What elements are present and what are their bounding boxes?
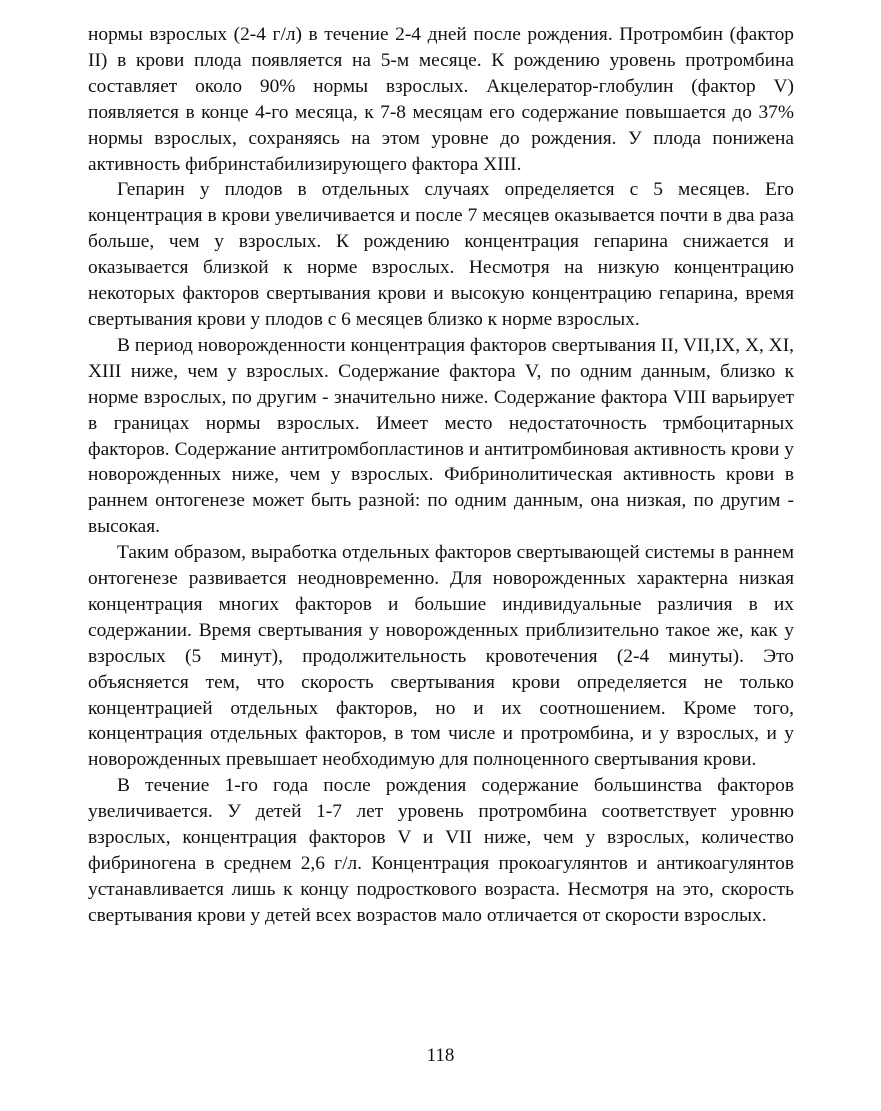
page-body (88, 22, 794, 929)
paragraph-heparin: Гепарин у плодов в отдельных случаях определяется с 5 месяцев. Его концентрация в крови увеличивается и после 7 месяцев оказывается почти в два раза больше, чем у взрослых. К рождению концентрация гепарина снижается и оказывается близкой к норме взрослых. Несмотря на низкую концентрацию некоторых факторов свертывания крови и высокую концентрацию гепарина, время свертывания крови у плодов с 6 месяцев близко к норме взрослых. (88, 179, 794, 330)
paragraph-newborn-period: В период новорожденности концентрация факторов свертывания II, VII,IX, X, XI, XIII ниже, чем у взрослых. Содержание фактора V, по одним данным, близко к норме взрослых, по другим - значительно ниже. Содержание фактора VIII варьирует в границах нормы взрослых. Имеет место недостаточность трмбоцитарных факторов. Содержание антитромбопластинов и антитромбиновая активность крови у новорожденных ниже, чем у взрослых. Фибринолитическая активность крови в раннем онтогенезе может быть разной: по одним данным, она низкая, по другим - высокая. (88, 334, 794, 538)
paragraph-continuation: нормы взрослых (2-4 г/л) в течение 2-4 дней после рождения. Протромбин (фактор II) в крови плода появляется на 5-м месяце. К рождению уровень протромбина составляет около 90% нормы взрослых. Акцелератор-глобулин (фактор V) появляется в конце 4-го месяца, к 7-8 месяцам его содержание повышается до 37% нормы взрослых, сохраняясь на этом уровне до рождения. У плода понижена активность фибринстабилизирующего фактора XIII. (88, 24, 794, 175)
page-number: 118 (426, 1045, 455, 1066)
paragraph-first-year: В течение 1-го года после рождения содержание большинства факторов увеличивается. У детей 1-7 лет уровень протромбина соответствует уровню взрослых, концентрация факторов V и VII ниже, чем у взрослых, количество фибриногена в среднем 2,6 г/л. Концентрация прокоагулянтов и антикоагулянтов устанавливается лишь к концу подросткового возраста. Несмотря на это, скорость свертывания крови у детей всех возрастов мало отличается от скорости взрослых. (88, 775, 794, 926)
paragraph-summary: Таким образом, выработка отдельных факторов свертывающей системы в раннем онтогенезе развивается неодновременно. Для новорожденных характерна низкая концентрация многих факторов и большие индивидуальные различия в их содержании. Время свертывания у новорожденных приблизительно такое же, как у взрослых (5 минут), продолжительность кровотечения (2-4 минуты). Это объясняется тем, что скорость свертывания крови определяется не только концентрацией отдельных факторов, но и их соотношением. Кроме того, концентрация отдельных факторов, в том числе и протромбина, и у взрослых, и у новорожденных превышает необходимую для полноценного свертывания крови. (88, 542, 794, 771)
